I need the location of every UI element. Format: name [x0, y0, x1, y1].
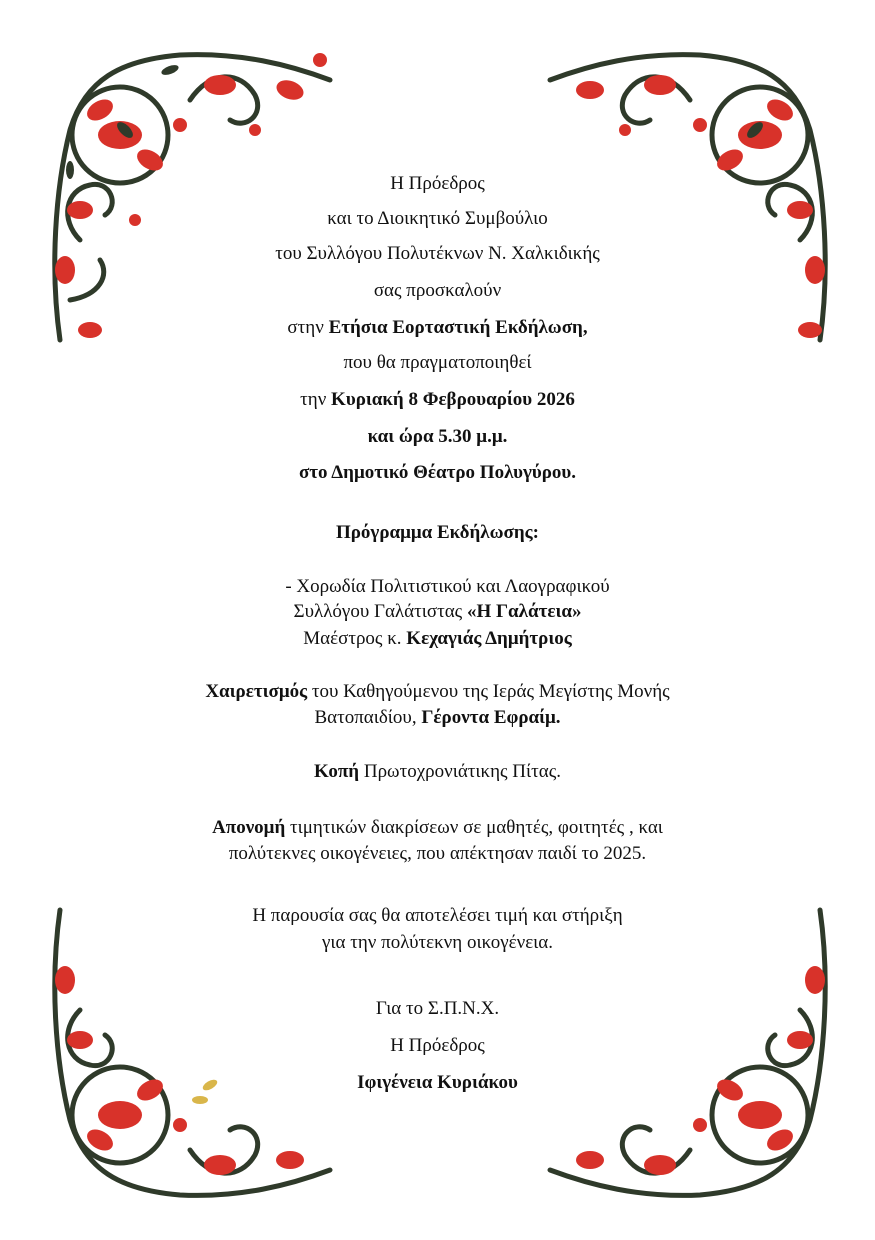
choir-name: «Η Γαλάτεια» — [466, 601, 582, 622]
header-line-5-prefix: στην — [287, 317, 329, 338]
event-date: Κυριακή 8 Φεβρουαρίου 2026 — [331, 389, 575, 410]
event-venue — [0, 461, 875, 485]
event-time-text: και ώρα 5.30 μ.μ. — [367, 426, 508, 447]
header-line-7 — [0, 388, 875, 412]
header-line-5 — [0, 316, 875, 340]
greeting-line-1-rest: του Καθηγούμενου της Ιεράς Μεγίστης Μονής — [307, 681, 670, 702]
signature-name — [0, 1071, 875, 1095]
program-title — [0, 521, 875, 545]
header-line-1: Η Πρόεδρος — [390, 173, 485, 194]
event-venue-text: στο Δημοτικό Θέατρο Πολυγύρου. — [298, 462, 577, 483]
awards-label: Απονομή — [212, 817, 286, 838]
signature-line-2: Η Πρόεδρος — [390, 1035, 485, 1056]
maestro-name: Κεχαγιάς Δημήτριος — [406, 628, 572, 649]
cake-line-rest: Πρωτοχρονιάτικης Πίτας. — [359, 761, 562, 782]
header-line-3: του Συλλόγου Πολυτέκνων Ν. Χαλκιδικής — [275, 243, 600, 264]
choir-line-2 — [0, 600, 875, 624]
header-line-4: σας προσκαλούν — [373, 280, 502, 301]
choir-line-3 — [0, 627, 875, 651]
choir-line-3-prefix: Μαέστρος κ. — [303, 628, 407, 649]
choir-line-2-prefix: Συλλόγου Γαλάτιστας — [293, 601, 467, 622]
header-line-6: που θα πραγματοποιηθεί — [343, 352, 532, 373]
elder-name: Γέροντα Εφραίμ. — [421, 707, 561, 728]
event-time — [0, 425, 875, 449]
choir-line-1: - Χορωδία Πολιτιστικού και Λαογραφικού — [285, 576, 610, 597]
greeting-line-2 — [0, 706, 875, 730]
header-line-7-prefix: την — [300, 389, 332, 410]
closing-line-1: Η παρουσία σας θα αποτελέσει τιμή και στήριξη — [252, 905, 623, 926]
signature-name-text: Ιφιγένεια Κυριάκου — [357, 1072, 518, 1093]
awards-line-2: πολύτεκνες οικογένειες, που απέκτησαν παιδί το 2025. — [228, 843, 647, 864]
closing-line-2: για την πολύτεκνη οικογένεια. — [322, 932, 553, 953]
signature-line-1: Για το Σ.Π.Ν.Χ. — [375, 998, 500, 1019]
header-line-2: και το Διοικητικό Συμβούλιο — [327, 208, 548, 229]
greeting-label: Χαιρετισμός — [205, 681, 308, 702]
awards-line-1 — [0, 816, 875, 840]
cake-label: Κοπή — [313, 761, 360, 782]
program-title-text: Πρόγραμμα Εκδήλωσης: — [335, 522, 540, 543]
event-title: Ετήσια Εορταστική Εκδήλωση, — [328, 317, 588, 338]
cake-line — [0, 760, 875, 784]
greeting-line-2-prefix: Βατοπαιδίου, — [314, 707, 422, 728]
greeting-line-1 — [0, 680, 875, 704]
awards-line-1-rest: τιμητικών διακρίσεων σε μαθητές, φοιτητές , και — [285, 817, 663, 838]
